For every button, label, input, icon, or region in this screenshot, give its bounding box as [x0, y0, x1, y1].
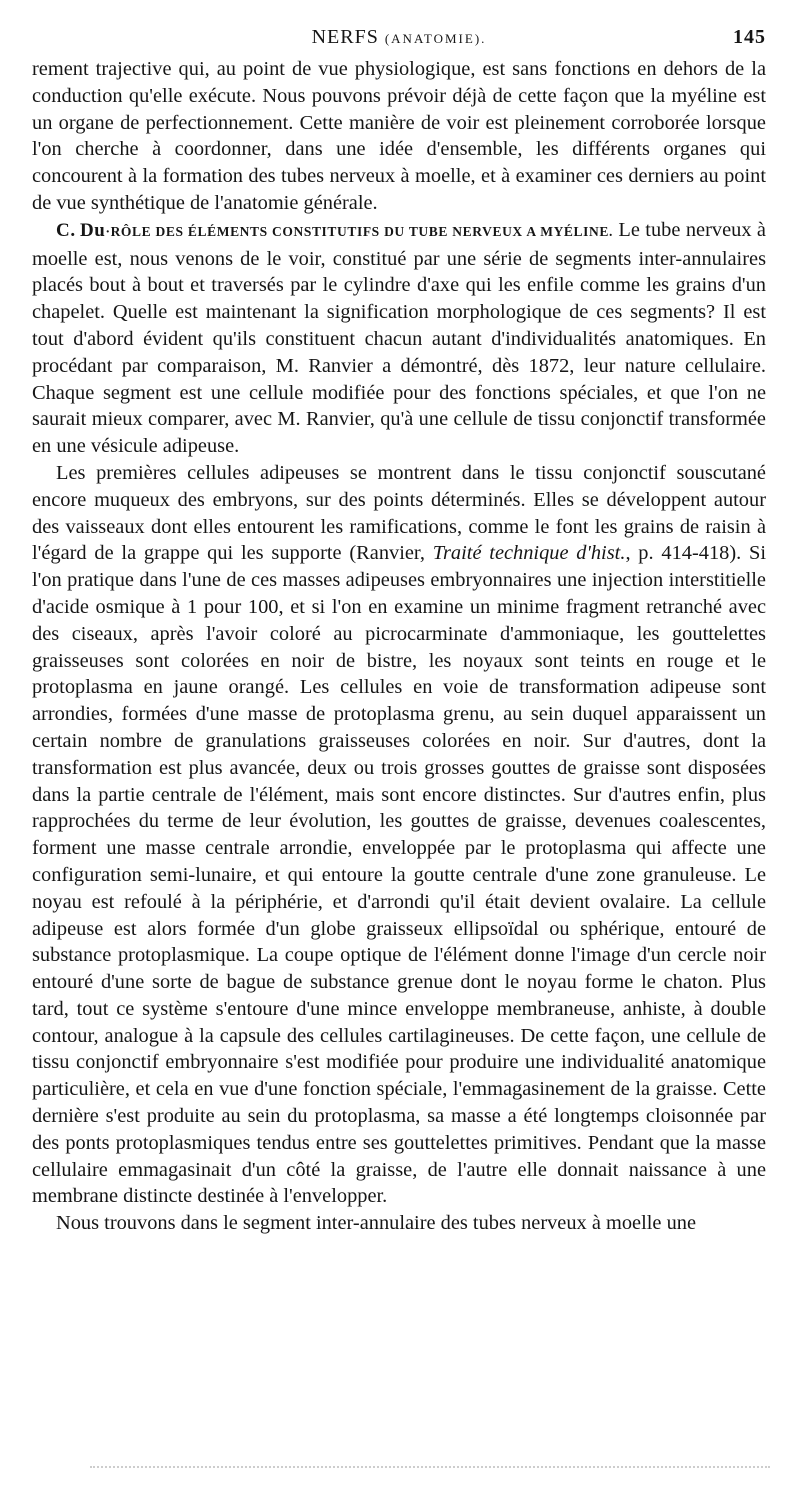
running-title-subtitle: (ANATOMIE). [384, 31, 487, 46]
citation-title: Traité technique d'hist. [432, 542, 626, 565]
section-letter: C. [56, 219, 76, 241]
running-title [32, 26, 766, 49]
adipose-text-rest: , p. 414-418). Si l'on pratique dans l'une de ces masses adipeuses embryonnaires une injection interstitielle d'acide osmique à 1 pour 100, et si l'on en examine un minime fragment retranché avec des ciseaux, après l'avoir coloré au picrocarminate d'ammoniaque, les gouttelettes graisseuses sont colorées en noir de bistre, les noyaux sont teints en rouge et le protoplasma en jaune orangé. Les cellules en voie de transformation adipeuse sont arrondies, formées d'une masse de protoplasma grenu, au sein duquel apparaissent un certain nombre de granulations graisseuses colorées en noir. Sur d'autres, dont la transformation est plus avancée, deux ou trois grosses gouttes de graisse sont disposées dans la partie centrale de l'élément, mais sont encore distinctes. Sur d'autres enfin, plus rapprochées du terme de leur évolution, les gouttes de graisse, devenues coalescentes, forment une masse centrale arrondie, enveloppée par le protoplasma qui affecte une configuration semi-lunaire, et qui entoure la goutte centrale d'une zone granuleuse. Le noyau est refoulé à la périphérie, et d'arrondi qu'il était devient ovalaire. La cellule adipeuse est alors formée d'un globe graisseux ellipsoïdal ou sphérique, entouré de substance protoplasmique. La coupe optique de l'élément donne l'image d'un cercle noir entouré d'une sorte de bague de substance grenue dont le noyau forme le chaton. Plus tard, tout ce système s'entoure d'une mince enveloppe membraneuse, anhiste, à double contour, analogue à la capsule des cellules cartilagineuses. De cette façon, une cellule de tissu conjonctif embryonnaire s'est modifiée pour produire une individualité anatomique particulière, et cela en vue d'une fonction spéciale, l'emmagasinement de la graisse. Cette dernière s'est produite au sein du protoplasma, sa masse a été longtemps cloisonnée par des ponts protoplasmiques tendus entre ses gouttelettes primitives. Pendant que la masse cellulaire emmagasinait d'un côté la graisse, de l'autre elle donnait naissance à une membrane distincte destinée à l'envelopper. [32, 542, 766, 1208]
section-heading-du: Du [79, 219, 106, 241]
section-c-text: Le tube nerveux à moelle est, nous venons de le voir, constitué par une série de segments inter-annulaires placés bout à bout et traversés par le cylindre d'axe qui les enfile comme les grains d'un chapelet. Quelle est maintenant la signification morphologique de ces segments? Il est tout d'abord évident qu'ils constituent chacun autant d'individualités anatomiques. En procédant par comparaison, M. Ranvier a démontré, dès 1872, leur nature cellulaire. Chaque segment est une cellule modifiée pour des fonctions spéciales, et que l'on ne saurait mieux comparer, avec M. Ranvier, qu'à une cellule de tissu conjonctif transformée en une vésicule adipeuse. [32, 218, 766, 458]
section-heading-text: ·RÔLE DES ÉLÉMENTS CONSTITUTIFS DU TUBE NERVEUX A MYÉLINE. [105, 223, 613, 239]
paragraph-final: Nous trouvons dans le segment inter-annulaire des tubes nerveux à moelle une [56, 1212, 697, 1235]
running-title-main: NERFS [311, 26, 379, 48]
section-heading [56, 219, 613, 241]
adipose-text-start: Les premières cellules adipeuses se montrent dans le tissu conjonctif souscutané encore muqueux des embryons, sur des points déterminés. Elles se développent autour des vaisseaux dont elles entourent les ramifications, comme le font les grains de raisin à l'égard de la grappe qui les supporte (Ranvier, [32, 461, 766, 565]
running-head [32, 26, 766, 56]
paragraph-adipose-cells [32, 460, 766, 1210]
page-number: 145 [733, 26, 766, 48]
body-text [32, 56, 766, 1237]
paragraph-section-c [32, 217, 766, 460]
book-page [32, 26, 766, 1237]
paragraph-continuation: rement trajective qui, au point de vue physiologique, est sans fonctions en dehors de la conduction qu'elle exécute. Nous pouvons prévoir déjà de cette façon que la myéline est un organe de perfectionnement. Cette manière de voir est pleinement corroborée lorsque l'on cherche à coordonner, dans une idée d'ensemble, les différents organes qui concourent à la formation des tubes nerveux à moelle, et à examiner ces derniers au point de vue synthétique de l'anatomie générale. [32, 58, 766, 214]
bleed-through-line [90, 1466, 770, 1468]
